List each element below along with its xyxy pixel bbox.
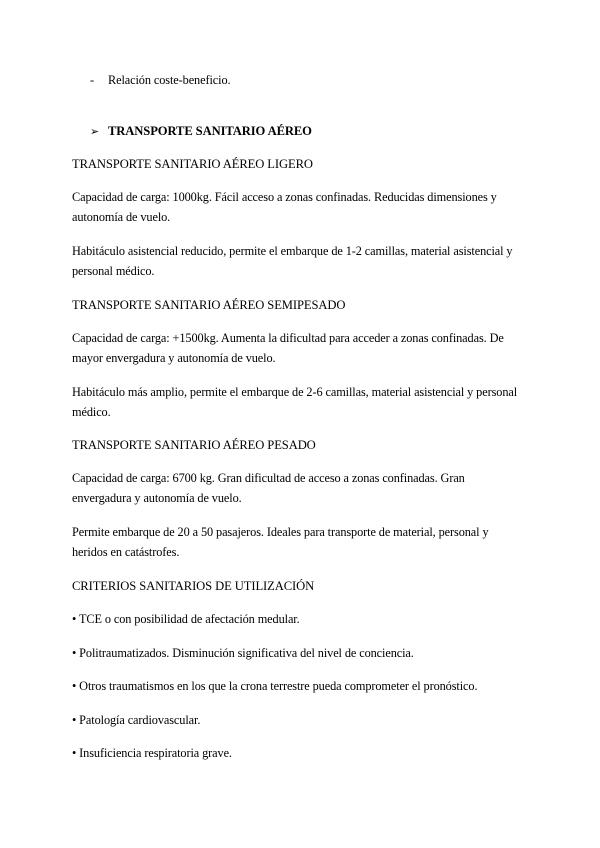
section-title: TRANSPORTE SANITARIO AÉREO [108, 124, 312, 138]
paragraph-semi-capacity-line2: mayor envergadura y autonomía de vuelo. [72, 351, 276, 365]
list-item: • Politraumatizados. Disminución significativa del nivel de conciencia. [72, 646, 414, 660]
list-item-cost-benefit [90, 70, 550, 90]
paragraph-semi-cabin-line1: Habitáculo más amplio, permite el embarque de 2-6 camillas, material asistencial y personal [72, 385, 518, 399]
arrow-bullet-icon: ➢ [90, 126, 100, 138]
subheading-light: TRANSPORTE SANITARIO AÉREO LIGERO [72, 157, 313, 171]
paragraph-light-capacity-line2: autonomía de vuelo. [72, 210, 171, 224]
paragraph-heavy-capacity-line1: Capacidad de carga: 6700 kg. Gran dificultad de acceso a zonas confinadas. Gran [72, 471, 465, 485]
paragraph-heavy-capacity-line2: envergadura y autonomía de vuelo. [72, 491, 242, 505]
paragraph-semi-capacity-line1: Capacidad de carga: +1500kg. Aumenta la dificultad para acceder a zonas confinadas. De [72, 331, 504, 345]
subheading-criteria: CRITERIOS SANITARIOS DE UTILIZACIÓN [72, 579, 315, 593]
subheading-heavy: TRANSPORTE SANITARIO AÉREO PESADO [72, 438, 316, 452]
dash-marker: - [90, 73, 94, 87]
list-item: • Otros traumatismos en los que la crona terrestre pueda comprometer el pronóstico. [72, 679, 478, 693]
section-heading [90, 121, 550, 142]
paragraph-light-cabin-line2: personal médico. [72, 264, 155, 278]
paragraph-heavy-passengers-line2: heridos en catástrofes. [72, 545, 180, 559]
paragraph-light-cabin-line1: Habitáculo asistencial reducido, permite el embarque de 1-2 camillas, material asistencial y [72, 244, 513, 258]
list-item: • TCE o con posibilidad de afectación medular. [72, 612, 300, 626]
list-item: • Insuficiencia respiratoria grave. [72, 746, 232, 760]
list-item-text: Relación coste-beneficio. [108, 73, 231, 87]
list-item: • Patología cardiovascular. [72, 713, 201, 727]
paragraph-light-capacity-line1: Capacidad de carga: 1000kg. Fácil acceso a zonas confinadas. Reducidas dimensiones y [72, 190, 497, 204]
paragraph-heavy-passengers-line1: Permite embarque de 20 a 50 pasajeros. Ideales para transporte de material, personal y [72, 525, 489, 539]
subheading-semi-heavy: TRANSPORTE SANITARIO AÉREO SEMIPESADO [72, 298, 346, 312]
paragraph-semi-cabin-line2: médico. [72, 405, 111, 419]
